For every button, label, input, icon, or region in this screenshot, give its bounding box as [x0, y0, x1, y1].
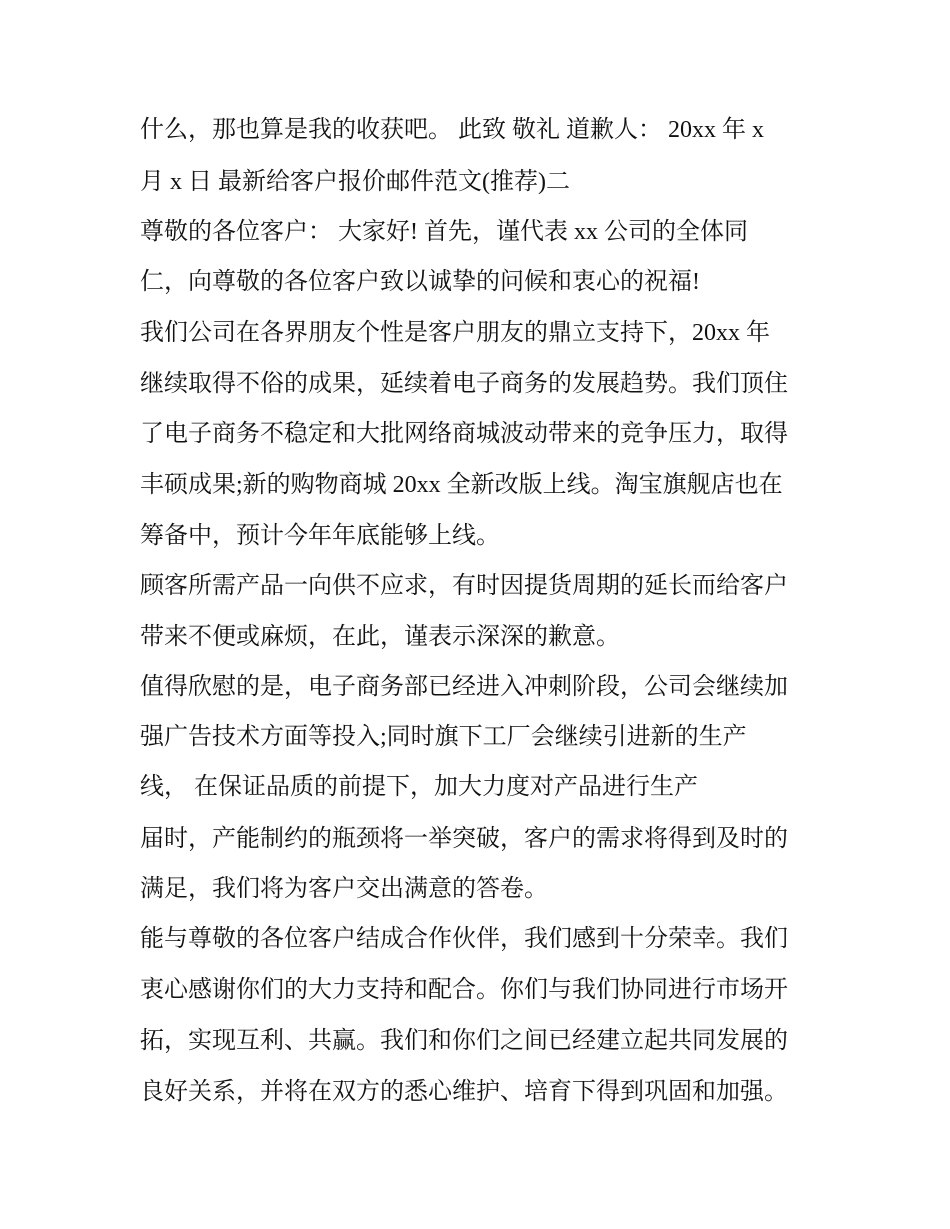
text-line: 仁，向尊敬的各位客户致以诚挚的问候和衷心的祝福!: [140, 269, 700, 295]
text-line: 什么，那也算是我的收获吧。 此致 敬礼 道歉人： 20xx 年 x: [140, 117, 764, 143]
text-line: 筹备中，预计今年年底能够上线。: [140, 523, 500, 549]
text-line: 满足，我们将为客户交出满意的答卷。: [140, 876, 548, 902]
text-line: 了电子商务不稳定和大批网络商城波动带来的竞争压力，取得: [140, 421, 788, 447]
text-line: 届时，产能制约的瓶颈将一举突破，客户的需求将得到及时的: [140, 826, 788, 852]
text-line: 衷心感谢你们的大力支持和配合。你们与我们协同进行市场开: [140, 977, 788, 1003]
text-line: 丰硕成果;新的购物商城 20xx 全新改版上线。淘宝旗舰店也在: [140, 472, 783, 498]
text-line: 拓，实现互利、共赢。我们和你们之间已经建立起共同发展的: [140, 1028, 788, 1054]
text-line: 继续取得不俗的成果，延续着电子商务的发展趋势。我们顶住: [140, 371, 788, 397]
text-line: 带来不便或麻烦，在此，谨表示深深的歉意。: [140, 624, 620, 650]
text-line: 能与尊敬的各位客户结成合作伙伴，我们感到十分荣幸。我们: [140, 926, 788, 952]
text-line: 良好关系，并将在双方的悉心维护、培育下得到巩固和加强。: [140, 1079, 788, 1105]
text-line: 线， 在保证品质的前提下，加大力度对产品进行生产: [140, 774, 698, 800]
text-line: 尊敬的各位客户： 大家好! 首先，谨代表 xx 公司的全体同: [140, 219, 748, 245]
text-line: 月 x 日 最新给客户报价邮件范文(推荐)二: [140, 169, 570, 195]
text-line: 值得欣慰的是，电子商务部已经进入冲刺阶段，公司会继续加: [140, 674, 788, 700]
text-line: 我们公司在各界朋友个性是客户朋友的鼎立支持下，20xx 年: [140, 320, 770, 346]
text-line: 顾客所需产品一向供不应求，有时因提货周期的延长而给客户: [140, 573, 788, 599]
text-line: 强广告技术方面等投入;同时旗下工厂会继续引进新的生产: [140, 724, 747, 750]
